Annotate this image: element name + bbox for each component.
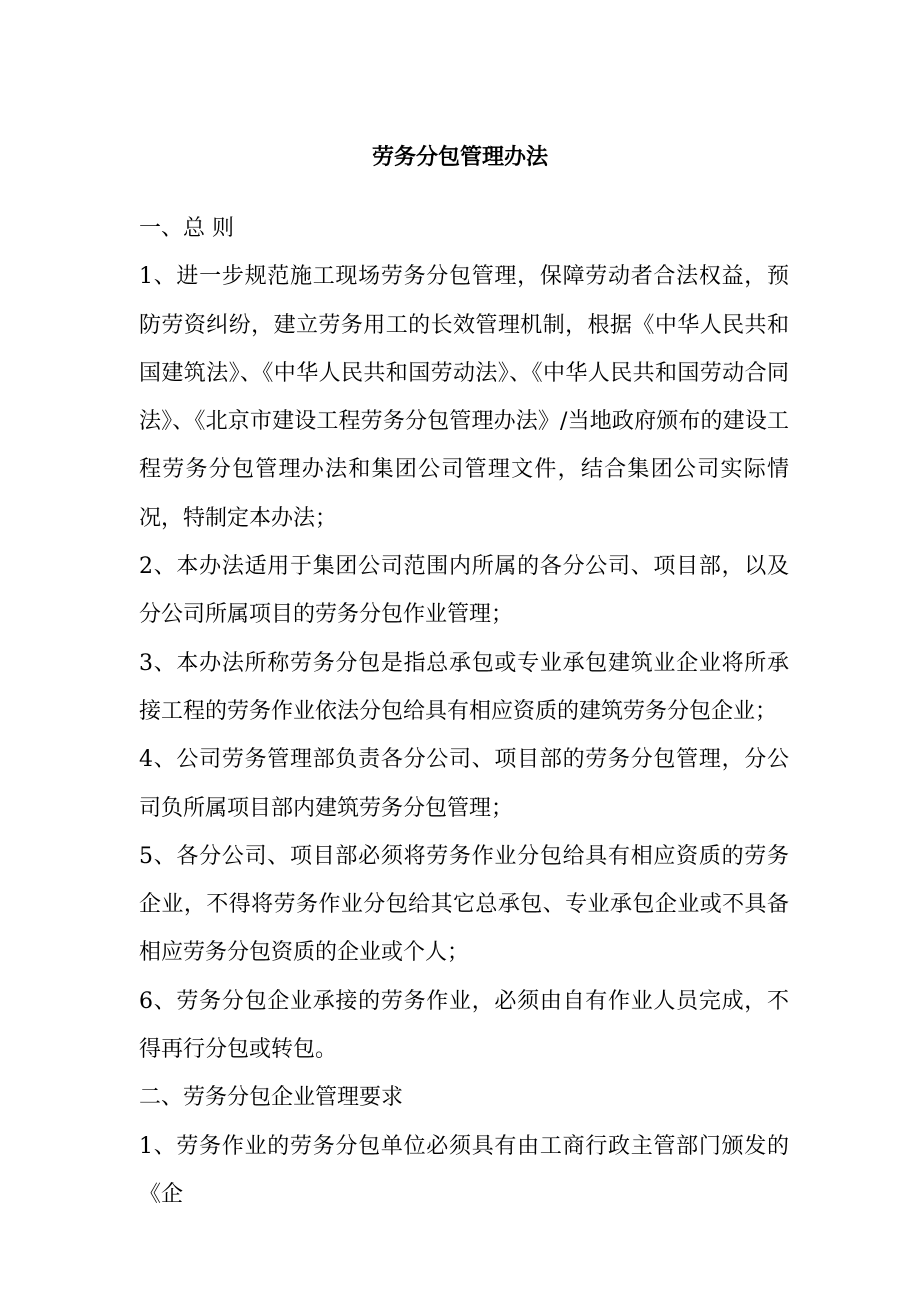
section-2-item-1: 1、劳务作业的劳务分包单位必须具有由工商行政主管部门颁发的《企 bbox=[139, 1133, 789, 1207]
document-title: 劳务分包管理办法 bbox=[371, 144, 548, 170]
section-2-heading: 二、劳务分包企业管理要求 bbox=[139, 1085, 404, 1111]
section-1-item-5: 5、各分公司、项目部必须将劳务作业分包给具有相应资质的劳务企业，不得将劳务作业分包给其它总承包、专业承包企业或不具备相应劳务分包资质的企业或个人； bbox=[139, 843, 789, 966]
section-1-item-1: 1、进一步规范施工现场劳务分包管理，保障劳动者合法权益，预防劳资纠纷，建立劳务用工的长效管理机制，根据《中华人民共和国建筑法》、《中华人民共和国劳动法》、《中华人民共和国劳动合同法》、《北京市建设工程劳务分包管理办法》/当地政府颁布的建设工程劳务分包管理办法和集团公司管理文件，结合集团公司实际情况，特制定本办法； bbox=[139, 264, 789, 531]
section-1-item-2: 2、本办法适用于集团公司范围内所属的各分公司、项目部，以及分公司所属项目的劳务分包作业管理； bbox=[139, 554, 789, 628]
section-1-item-6: 6、劳务分包企业承接的劳务作业，必须由自有作业人员完成，不得再行分包或转包。 bbox=[139, 988, 789, 1063]
section-1-item-3: 3、本办法所称劳务分包是指总承包或专业承包建筑业企业将所承接工程的劳务作业依法分包给具有相应资质的建筑劳务分包企业； bbox=[139, 650, 789, 724]
section-1-heading: 一、总 则 bbox=[139, 216, 234, 241]
section-1-item-4: 4、公司劳务管理部负责各分公司、项目部的劳务分包管理，分公司负所属项目部内建筑劳务分包管理； bbox=[139, 747, 789, 821]
document-body bbox=[139, 205, 789, 1219]
